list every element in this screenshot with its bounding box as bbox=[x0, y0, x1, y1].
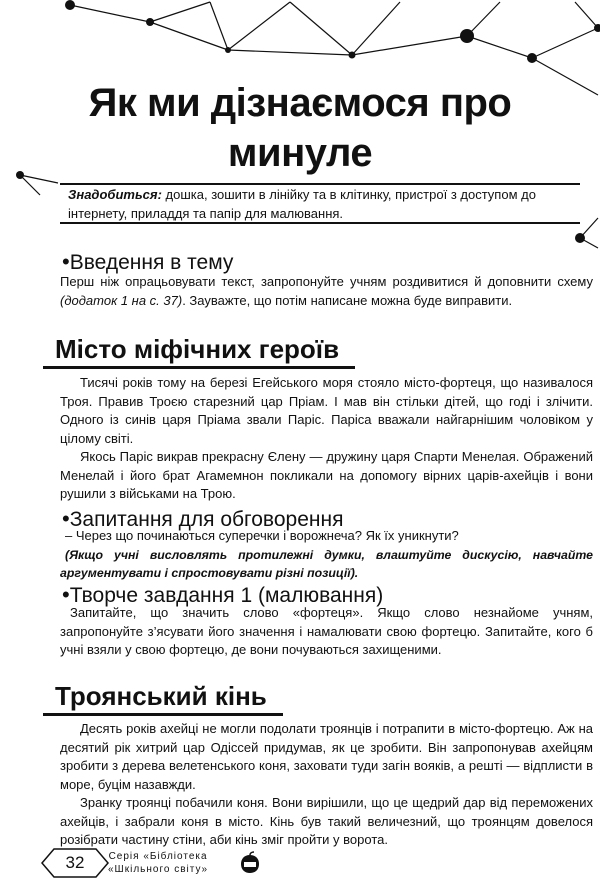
heading-underline bbox=[43, 366, 355, 369]
intro-text-1: Перш ніж опрацьовувати текст, запропонуйте учням роздивитися й доповнити схему bbox=[60, 274, 593, 289]
section-heading-horse-text: Троянський кінь bbox=[55, 681, 267, 711]
creative-body bbox=[60, 604, 593, 660]
intro-paragraph bbox=[60, 273, 593, 310]
intro-heading-text: Введення в тему bbox=[69, 251, 234, 274]
materials-label: Знадобиться: bbox=[68, 187, 162, 202]
city-paragraph-2: Якось Паріс викрав прекрасну Єлену — дружину царя Спарти Менелая. Ображений Менелай і його брат Агамемнон покликали на допомогу вірних царів-ахейців і вони рушили з військами на Трою. bbox=[60, 449, 593, 501]
intro-heading bbox=[62, 250, 233, 275]
title-line-2: минуле bbox=[227, 131, 373, 175]
question-note: (Якщо учні висловлять протилежні думки, влаштуйте дискусію, навчайте аргументувати і спростовувати різні позиції). bbox=[60, 547, 593, 580]
page-title bbox=[40, 78, 560, 178]
questions-body bbox=[60, 527, 593, 583]
series-title bbox=[108, 850, 208, 876]
publisher-logo bbox=[238, 851, 262, 875]
horse-paragraph-1: Десять років ахейці не могли подолати троянців і потрапити в місто-фортецю. Аж на десятий рік хитрий цар Одіссей придумав, як це зробити. Він запропонував ахейцям зробити з дерева велетенського коня, заховати туди загін вояків, а решті — відплисти в море, буцім назавжди. bbox=[60, 721, 593, 792]
section-horse-body bbox=[60, 720, 593, 850]
page-footer bbox=[40, 848, 300, 878]
materials-text: дошка, зошити в лінійку та в клітинку, пристрої з доступом до інтернету, приладдя та папір для малювання. bbox=[68, 187, 536, 221]
section-heading-city bbox=[55, 334, 349, 364]
intro-ref: (додаток 1 на с. 37) bbox=[60, 292, 183, 308]
materials-box bbox=[60, 183, 580, 224]
city-paragraph-1: Тисячі років тому на березі Егейського моря стояло місто-фортеця, що називалося Троя. Правив Троєю старезний цар Пріам. І мав він стільки дітей, що годі і злічити. Одного із синів царя Пріама звали Паріс. Паріса вважали найгарнішим чоловіком у цілому світі. bbox=[60, 375, 593, 446]
heading-underline bbox=[43, 713, 283, 716]
creative-heading-text: Творче завдання 1 (малювання) bbox=[69, 584, 384, 607]
series-line-1: Серія «Бібліотека bbox=[108, 851, 208, 862]
title-line-1: Як ми дізнаємося про bbox=[88, 81, 512, 125]
series-line-2: «Шкільного світу» bbox=[108, 864, 209, 875]
intro-text-2: . Зауважте, що потім написане можна буде виправити. bbox=[182, 292, 513, 308]
creative-paragraph: Запитайте, що значить слово «фортеця». Якщо слово незнайоме учням, запропонуйте з’ясувати його значення і намалювати свою фортецю. Запитайте, кого б учні взяли у свою фортецю, де вони почуваються захищеними. bbox=[60, 605, 593, 657]
page-number: 32 bbox=[65, 853, 85, 872]
horse-paragraph-2: Зранку троянці побачили коня. Вони вирішили, що це щедрий дар від переможених ахейців, і забрали коня в місто. Кінь був такий величезний, що троянцям довелося розібрати частину стіни, аби кінь зміг пройти у ворота. bbox=[60, 795, 593, 847]
question-1: – Через що починаються суперечки і ворожнеча? Як їх уникнути? bbox=[65, 528, 459, 543]
questions-heading-text: Запитання для обговорення bbox=[69, 508, 344, 531]
section-heading-city-text: Місто міфічних героїв bbox=[55, 334, 340, 364]
section-city-body bbox=[60, 374, 593, 504]
section-heading-horse bbox=[55, 681, 277, 711]
